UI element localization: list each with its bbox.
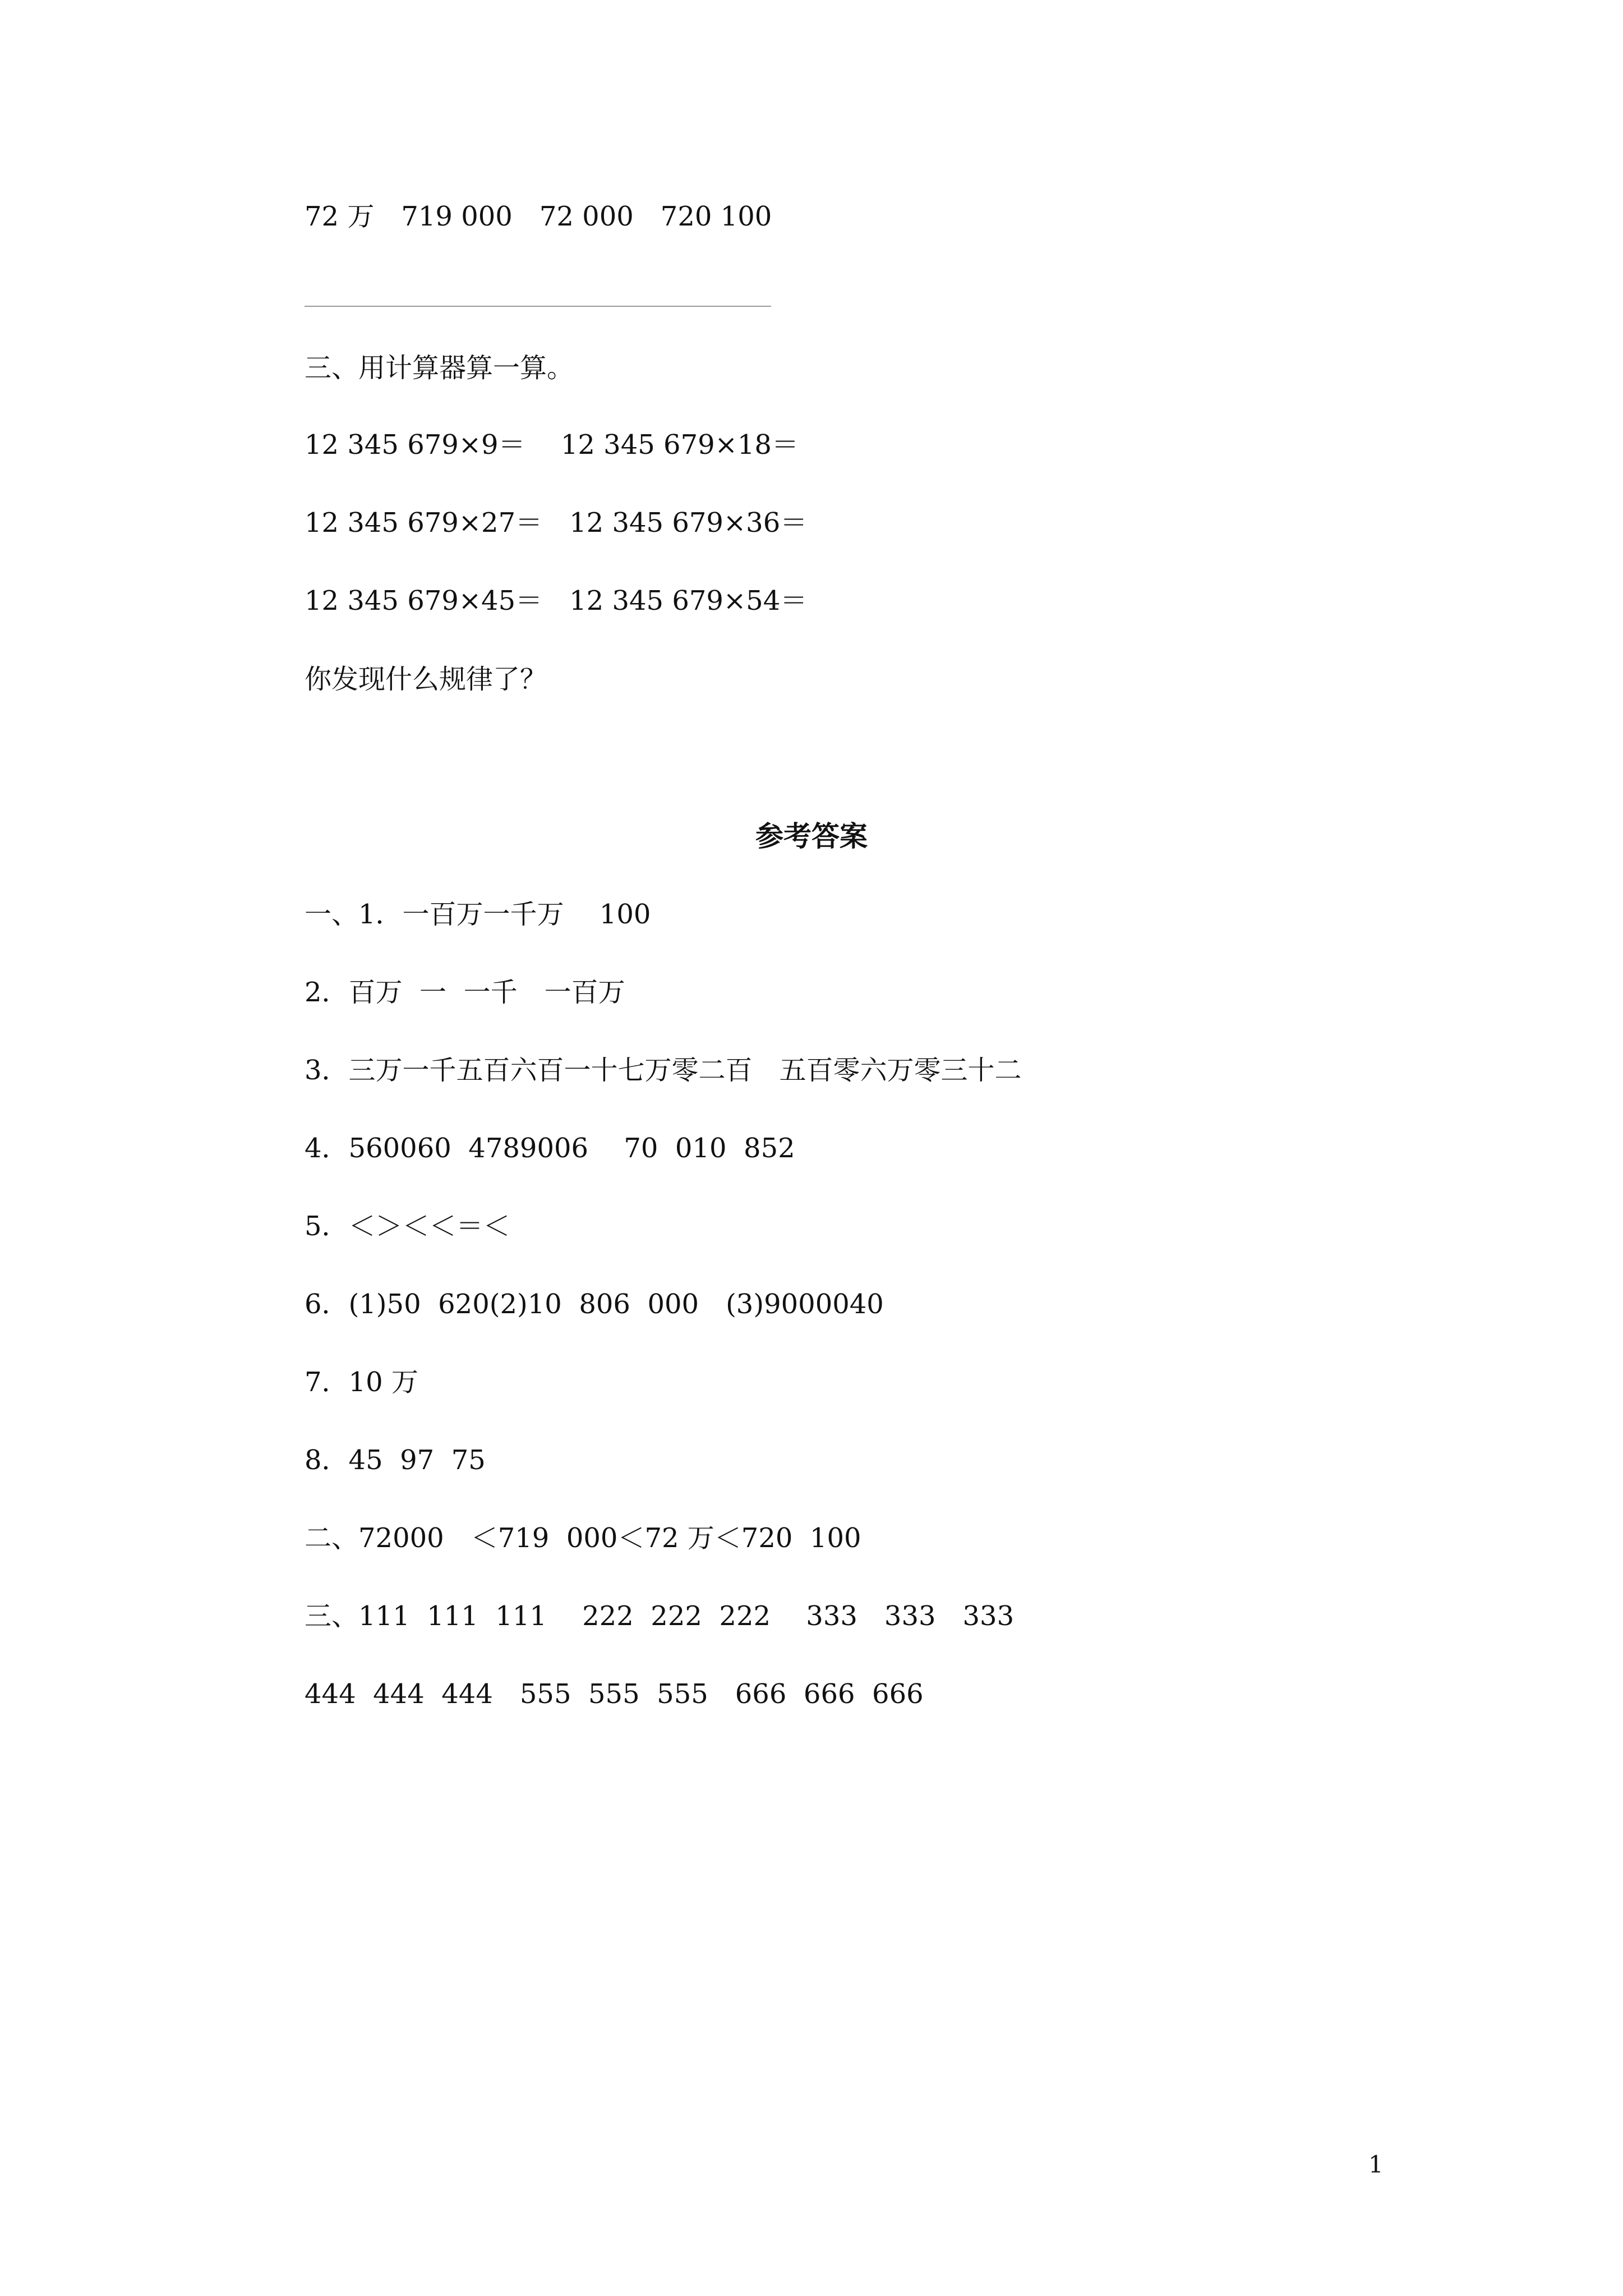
calc-row-2: 12 345 679×27＝ 12 345 679×36＝ [305, 507, 808, 539]
answer-line-8: 8．45 97 75 [305, 1444, 486, 1476]
answer-line-7: 7．10 万 [305, 1366, 418, 1398]
calc-row-3: 12 345 679×45＝ 12 345 679×54＝ [305, 585, 808, 616]
answer-line-3: 3．三万一千五百六百一十七万零二百 五百零六万零三十二 [305, 1055, 1022, 1086]
answer-line-5: 5．＜＞＜＜＝＜ [305, 1211, 510, 1242]
page-number: 1 [1368, 2151, 1384, 2178]
calc-row-1: 12 345 679×9＝ 12 345 679×18＝ [305, 429, 799, 461]
answer-line-section-3: 三、111 111 111 222 222 222 333 333 333 [305, 1600, 1015, 1632]
answer-line-section-2: 二、72000 ＜719 000＜72 万＜720 100 [305, 1522, 861, 1554]
answer-line-4: 4．560060 4789006 70 010 852 [305, 1133, 795, 1164]
answers-title: 参考答案 [755, 820, 868, 853]
numbers-to-order-line: 72 万 719 000 72 000 720 100 [305, 201, 772, 232]
exercise-3-heading: 三、用计算器算一算。 [305, 352, 574, 384]
answer-line-1: 一、1．一百万一千万 100 [305, 899, 651, 930]
answer-line-6: 6．(1)50 620(2)10 806 000 (3)9000040 [305, 1289, 884, 1320]
answer-line-section-3-cont: 444 444 444 555 555 555 666 666 666 [305, 1678, 924, 1710]
answer-line-2: 2．百万 一 一千 一百万 [305, 977, 625, 1008]
pattern-question: 你发现什么规律了？ [305, 664, 547, 695]
answer-blank-line [305, 306, 771, 307]
